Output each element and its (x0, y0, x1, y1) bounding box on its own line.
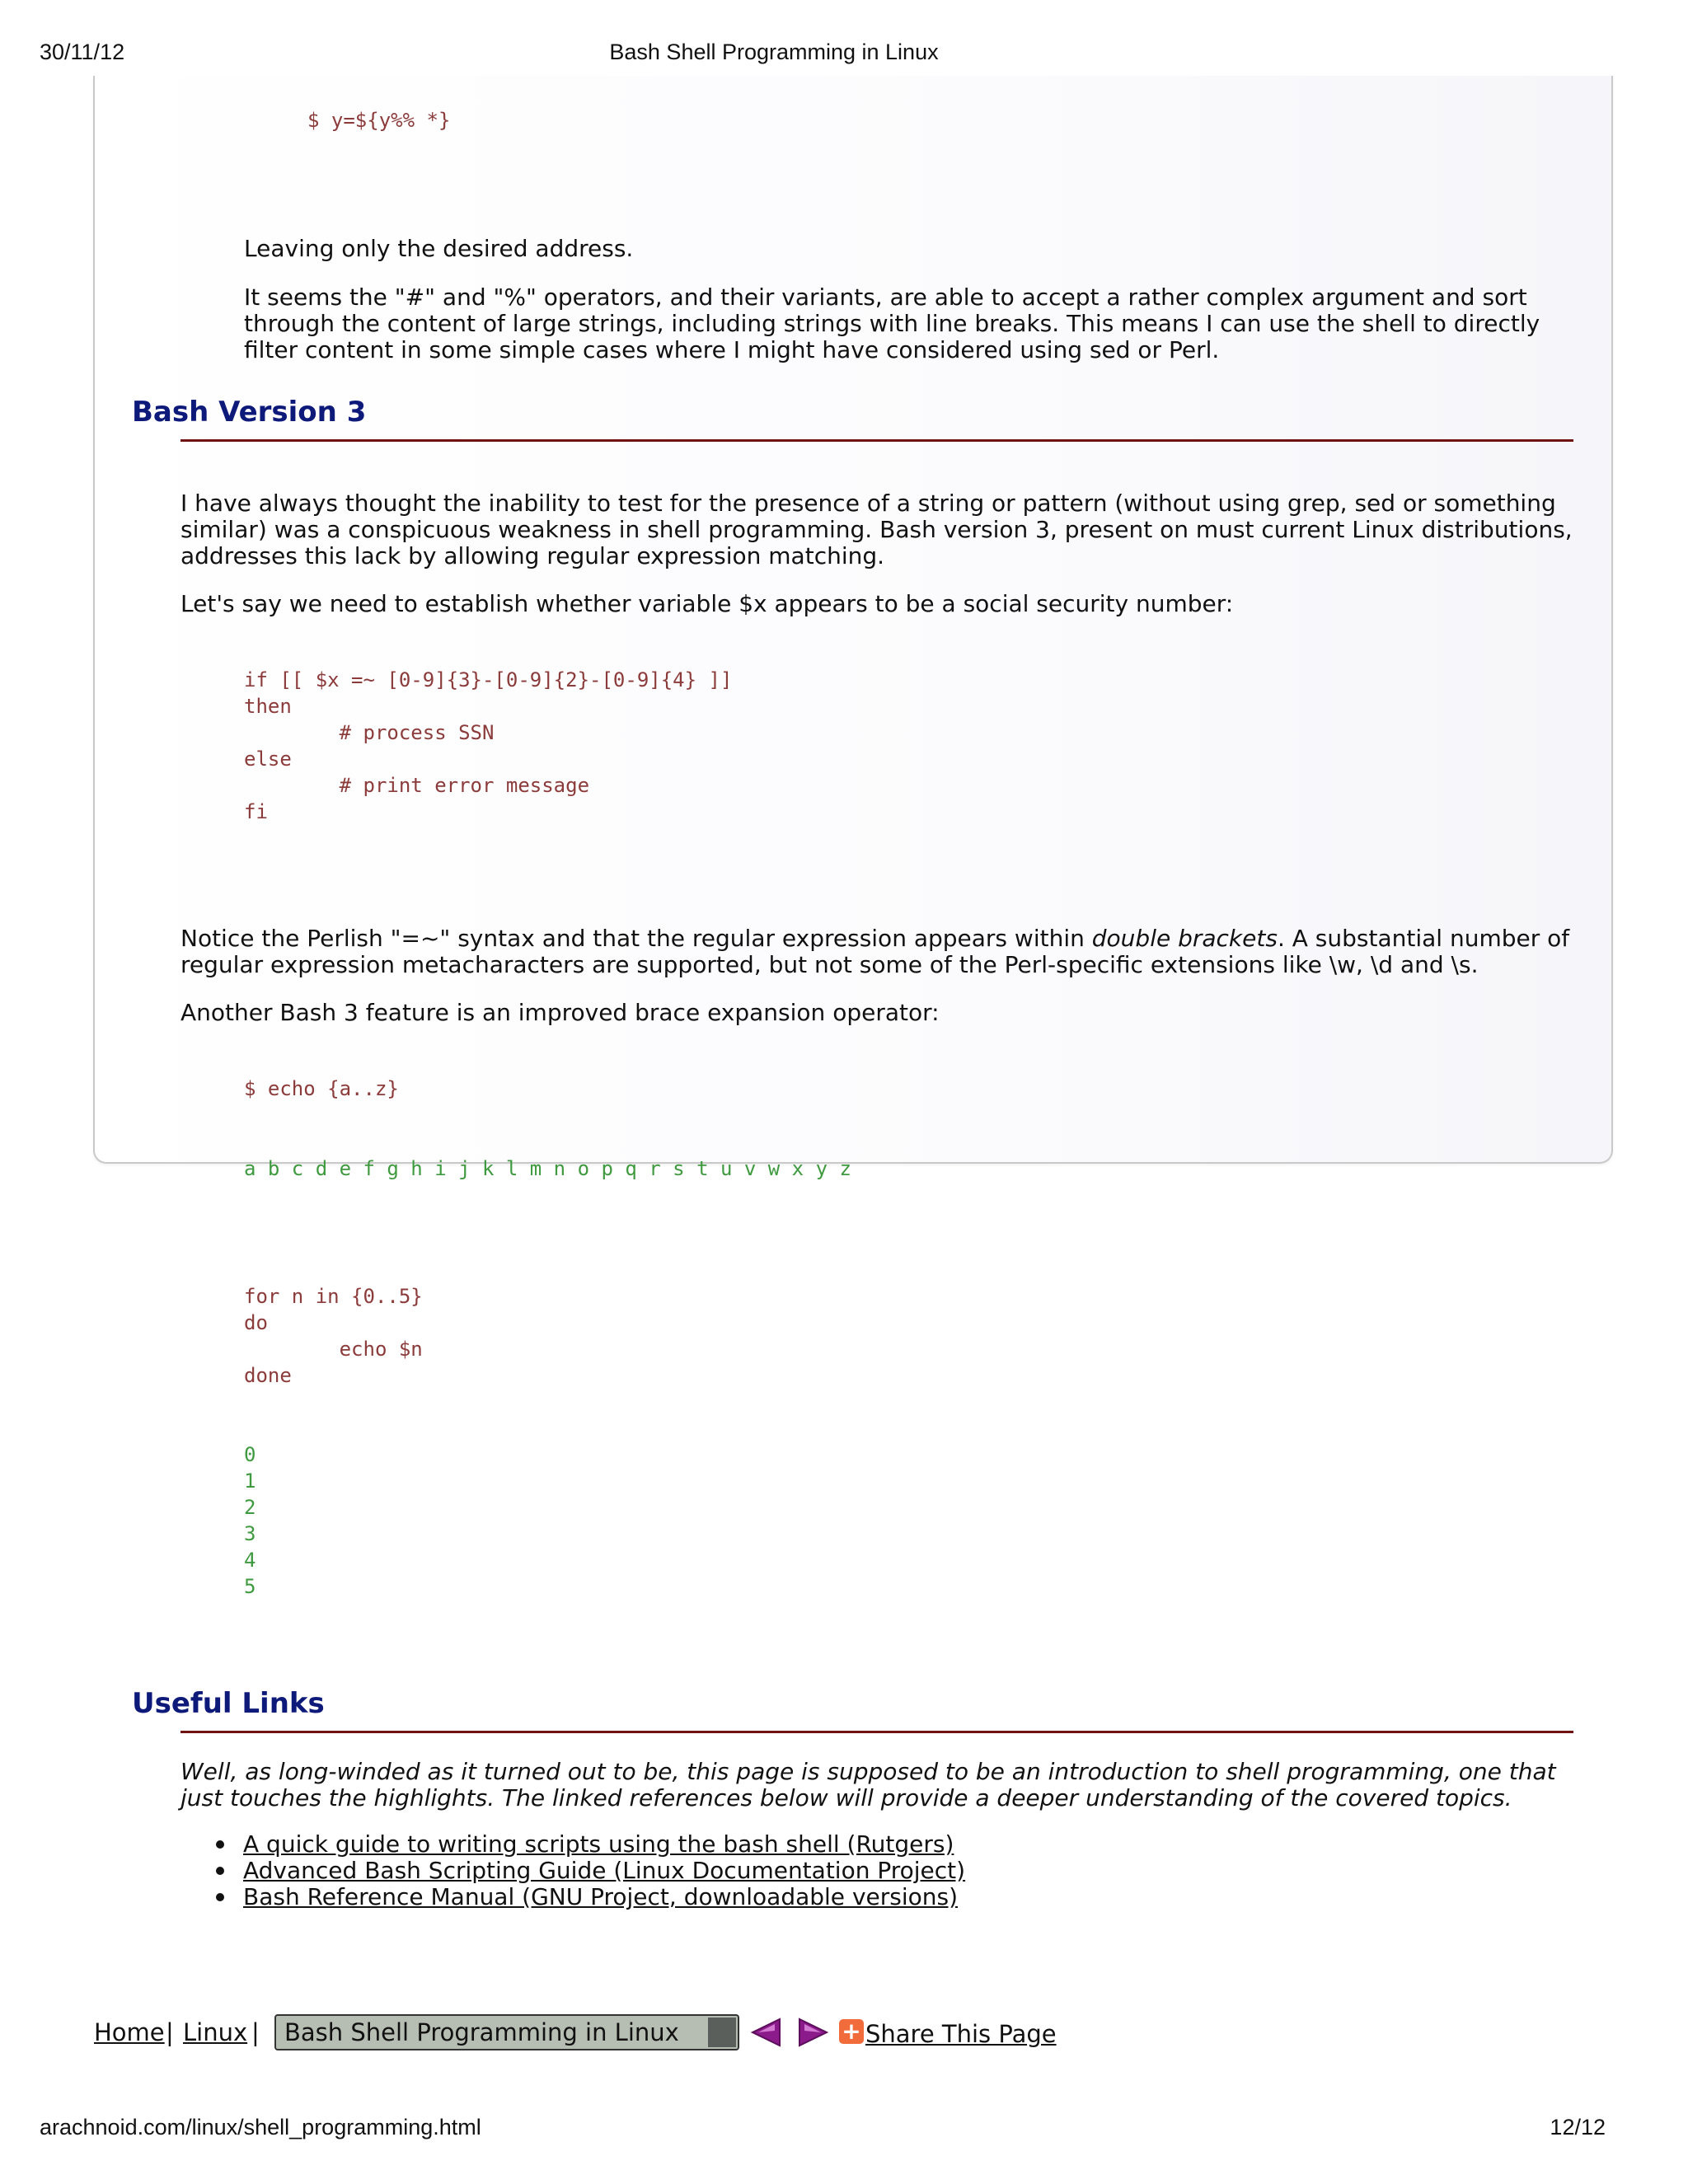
section-rule (181, 1731, 1573, 1733)
select-button[interactable] (708, 2018, 736, 2047)
list-item (214, 1858, 965, 1884)
nav-separator: | (251, 2018, 260, 2046)
nav-home (94, 2013, 165, 2052)
share-link[interactable]: Share This Page (865, 2020, 1057, 2048)
print-date: 30/11/12 (40, 40, 125, 64)
nav-separator: | (166, 2018, 174, 2046)
section-rule (181, 439, 1573, 442)
reference-links-list (214, 1831, 965, 1910)
page-select[interactable] (274, 2014, 739, 2050)
paragraph-inability: I have always thought the inability to test for the presence of a string or pattern (without using grep, sed or something similar) was a conspicuous weakness in shell programming. Bash version 3, present on must current Linux distributions, addresses this lack by allowing regular expression matching. (181, 490, 1573, 569)
heading-bash-version-3: Bash Version 3 (132, 396, 367, 429)
link-bash-reference-manual[interactable]: Bash Reference Manual (GNU Project, downloadable versions) (243, 1883, 959, 1910)
print-url: arachnoid.com/linux/shell_programming.html (40, 2115, 481, 2139)
paragraph-brace: Another Bash 3 feature is an improved brace expansion operator: (181, 999, 940, 1026)
link-advanced-bash-guide[interactable]: Advanced Bash Scripting Guide (Linux Documentation Project) (243, 1857, 966, 1884)
paragraph-perlish (181, 926, 1573, 978)
share-this-page (865, 2014, 1057, 2054)
code-strip-spaces: $ y=${y%% *} (307, 109, 451, 132)
print-title: Bash Shell Programming in Linux (609, 40, 939, 64)
code-for-loop: for n in {0..5} do echo $n done (244, 1285, 423, 1387)
nav-linux (183, 2013, 247, 2052)
paragraph-links-intro: Well, as long-winded as it turned out to be, this page is supposed to be an introduction to shell programming, one that just touches the highlights. The linked references below will provide a deeper understanding of the covered topics. (181, 1758, 1556, 1811)
page-select-value: Bash Shell Programming in Linux (284, 2018, 679, 2046)
heading-useful-links: Useful Links (132, 1687, 325, 1720)
perlish-text-1: Notice the Perlish "=~" syntax and that the regular expression appears within (181, 925, 1092, 952)
right-arrow-icon[interactable] (796, 2017, 829, 2048)
paragraph-leaving: Leaving only the desired address. (244, 235, 634, 262)
print-page-number: 12/12 (1550, 2115, 1606, 2139)
home-link[interactable]: Home (94, 2018, 165, 2046)
output-for-loop: 0 1 2 3 4 5 (244, 1443, 256, 1598)
code-echo: $ echo {a..z} (244, 1077, 399, 1100)
list-item (214, 1884, 965, 1910)
output-echo: a b c d e f g h i j k l m n o p q r s t u v w x y z (244, 1157, 851, 1180)
plus-icon[interactable]: + (839, 2019, 864, 2044)
paragraph-ssn: Let's say we need to establish whether variable $x appears to be a social security number: (181, 590, 1234, 617)
linux-link[interactable]: Linux (183, 2018, 248, 2046)
left-arrow-icon[interactable] (750, 2017, 783, 2048)
paragraph-operators: It seems the "#" and "%" operators, and their variants, are able to accept a rather complex argument and sort through the content of large strings, including strings with line breaks. This means I can use the shell to directly filter content in some simple cases where I might have considered using sed or Perl. (244, 284, 1540, 363)
code-ssn-regex: if [[ $x =~ [0-9]{3}-[0-9]{2}-[0-9]{4} ]] then # process SSN else # print error message fi (244, 668, 733, 823)
perlish-emphasis: double brackets (1091, 925, 1278, 952)
perlish-text-2: . A substantial number of regular expression metacharacters are supported, but not some of the Perl-specific extensions like \w, \d and \s. (181, 925, 1570, 978)
link-rutgers-guide[interactable]: A quick guide to writing scripts using the bash shell (Rutgers) (243, 1830, 954, 1858)
list-item (214, 1831, 965, 1858)
